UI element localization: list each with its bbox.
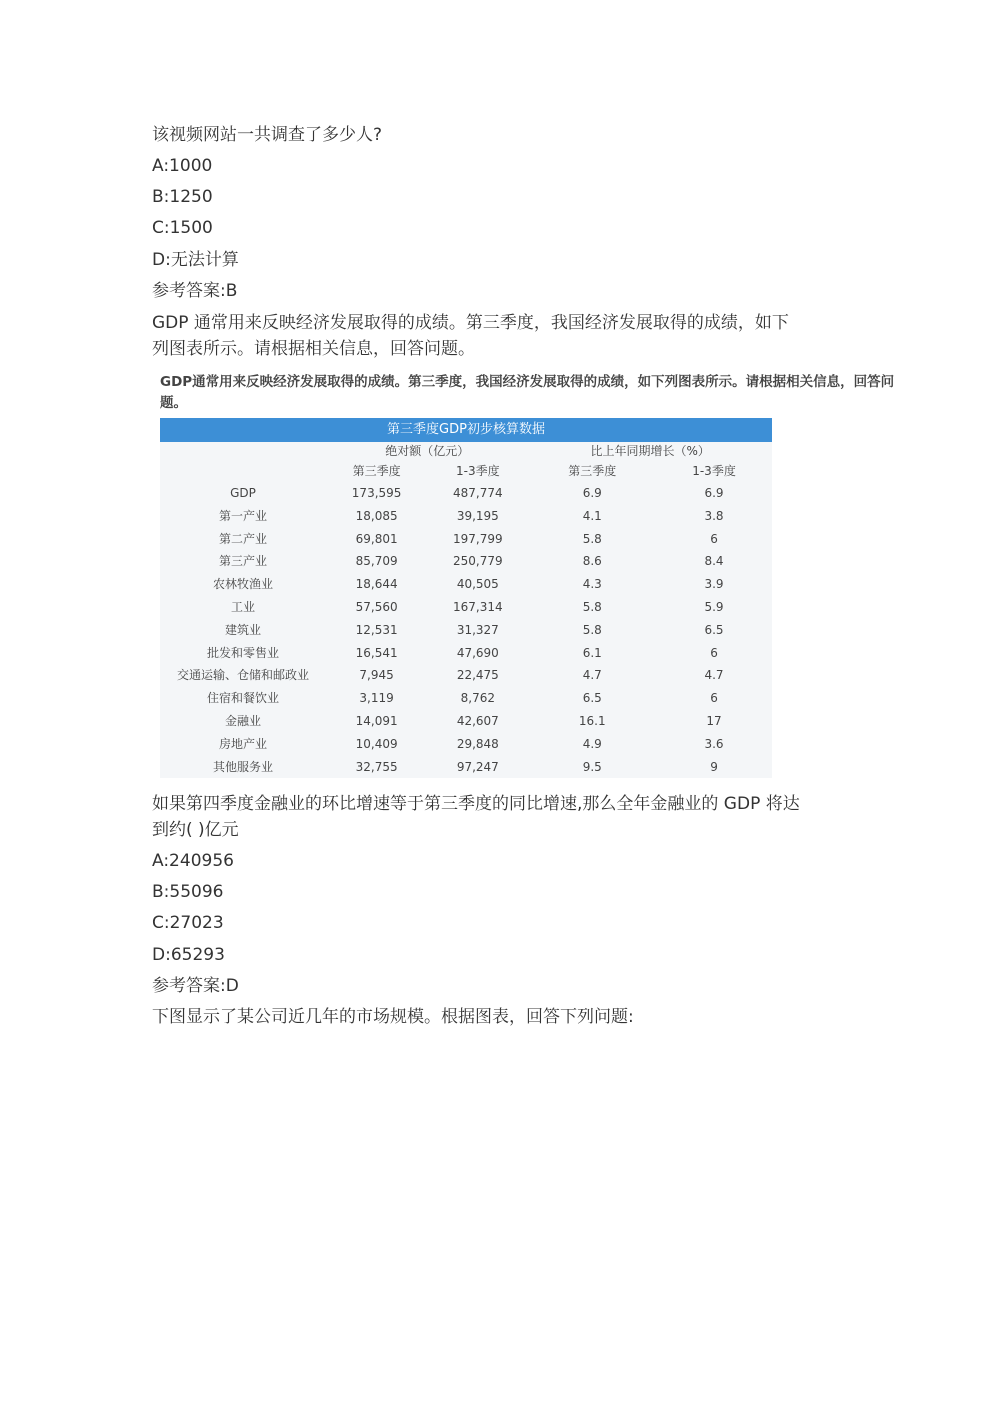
sub-header-cell: 第三季度 — [568, 464, 617, 478]
sub-header-cell: 1-3季度 — [692, 464, 736, 478]
value-cell: 5.8 — [582, 599, 602, 614]
value-cell: 22,475 — [456, 668, 499, 683]
row-label-cell: 建筑业 — [224, 622, 261, 637]
value-cell: 5.8 — [582, 531, 602, 546]
table-title-row — [160, 418, 772, 442]
value-cell: 16.1 — [578, 713, 606, 728]
question-text-line-1: 如果第四季度金融业的环比增速等于第三季度的同比增速,那么全年金融业的 GDP 将达 — [152, 794, 800, 814]
option-c: C:1500 — [152, 218, 213, 238]
table-row — [160, 619, 772, 642]
value-cell: 16,541 — [355, 645, 398, 660]
table-row — [160, 528, 772, 551]
value-cell: 6.9 — [704, 486, 724, 500]
value-cell: 57,560 — [355, 599, 398, 614]
row-label-cell: 第二产业 — [218, 531, 267, 546]
table-title: 第三季度GDP初步核算数据 — [160, 418, 772, 442]
table-row — [160, 550, 772, 573]
group-header-growth: 比上年同期增长（%） — [590, 444, 710, 458]
row-label-cell: 其他服务业 — [212, 759, 273, 774]
value-cell: 487,774 — [453, 486, 503, 500]
option-d: D:无法计算 — [152, 250, 239, 270]
option-a: A:240956 — [152, 851, 234, 871]
value-cell: 47,690 — [456, 645, 499, 660]
value-cell: 8.6 — [582, 554, 602, 569]
option-b: B:55096 — [152, 882, 224, 902]
table-row — [160, 573, 772, 596]
table-sub-header-row — [160, 461, 772, 482]
table-row — [160, 756, 772, 779]
question-3-intro: 下图显示了某公司近几年的市场规模。根据图表，回答下列问题: — [152, 1007, 634, 1027]
value-cell: 5.9 — [704, 599, 724, 614]
value-cell: 97,247 — [456, 759, 499, 774]
table-row — [160, 664, 772, 687]
value-cell: 8,762 — [460, 691, 495, 706]
table-row — [160, 505, 772, 528]
figure-caption: GDP通常用来反映经济发展取得的成绩。第三季度，我国经济发展取得的成绩，如下列图表所示。请根据相关信息，回答问题。 — [160, 374, 895, 411]
value-cell: 167,314 — [453, 599, 503, 614]
intro-line-1: GDP 通常用来反映经济发展取得的成绩。第三季度，我国经济发展取得的成绩，如下 — [152, 313, 789, 333]
intro-line-2: 列图表所示。请根据相关信息，回答问题。 — [152, 339, 475, 359]
value-cell: 3.8 — [704, 508, 724, 523]
table-row — [160, 596, 772, 619]
value-cell: 6 — [710, 691, 718, 706]
table-corner-cell — [160, 442, 326, 461]
value-cell: 3.6 — [704, 736, 724, 751]
group-header-absolute: 绝对额（亿元） — [385, 444, 470, 458]
row-label-cell: GDP — [230, 486, 256, 500]
value-cell: 18,644 — [355, 577, 398, 592]
row-label-cell: 房地产业 — [218, 736, 267, 751]
row-label-cell: 第一产业 — [218, 508, 267, 523]
value-cell: 4.7 — [704, 668, 724, 683]
value-cell: 6.9 — [582, 486, 602, 500]
answer-text: 参考答案:B — [152, 281, 238, 301]
value-cell: 6 — [710, 531, 718, 546]
value-cell: 197,799 — [453, 531, 503, 546]
value-cell: 6.5 — [704, 622, 724, 637]
gdp-figure-image — [158, 368, 918, 778]
value-cell: 4.1 — [582, 508, 602, 523]
value-cell: 10,409 — [355, 736, 398, 751]
value-cell: 3,119 — [359, 691, 394, 706]
value-cell: 4.7 — [582, 668, 602, 683]
value-cell: 250,779 — [453, 554, 503, 569]
value-cell: 6 — [710, 645, 718, 660]
value-cell: 5.8 — [582, 622, 602, 637]
answer-text: 参考答案:D — [152, 976, 239, 996]
table-corner-cell — [160, 461, 326, 482]
sub-header-cell: 第三季度 — [352, 464, 401, 478]
table-row — [160, 642, 772, 665]
question-text: 该视频网站一共调查了多少人? — [152, 125, 383, 145]
row-label-cell: 第三产业 — [218, 554, 267, 569]
value-cell: 17 — [706, 713, 722, 728]
value-cell: 6.1 — [582, 645, 602, 660]
row-label-cell: 金融业 — [224, 713, 261, 728]
value-cell: 4.9 — [582, 736, 602, 751]
value-cell: 40,505 — [456, 577, 499, 592]
value-cell: 173,595 — [351, 486, 402, 500]
question-text-line-2: 到约( )亿元 — [152, 820, 239, 840]
value-cell: 9 — [710, 759, 718, 774]
table-row — [160, 733, 772, 756]
row-label-cell: 批发和零售业 — [206, 645, 279, 660]
table-row — [160, 687, 772, 710]
row-label-cell: 交通运输、仓储和邮政业 — [176, 668, 309, 683]
row-label-cell: 住宿和餐饮业 — [206, 691, 279, 706]
value-cell: 7,945 — [359, 668, 394, 683]
option-c: C:27023 — [152, 913, 224, 933]
table-row — [160, 482, 772, 505]
option-d: D:65293 — [152, 945, 225, 965]
value-cell: 32,755 — [355, 759, 398, 774]
table-group-header-row — [160, 442, 772, 461]
value-cell: 39,195 — [456, 508, 499, 523]
value-cell: 9.5 — [582, 759, 602, 774]
table-row — [160, 710, 772, 733]
value-cell: 42,607 — [456, 713, 499, 728]
row-label-cell: 农林牧渔业 — [212, 577, 273, 592]
value-cell: 29,848 — [456, 736, 499, 751]
option-a: A:1000 — [152, 156, 213, 176]
value-cell: 12,531 — [355, 622, 398, 637]
value-cell: 14,091 — [355, 713, 398, 728]
value-cell: 8.4 — [704, 554, 724, 569]
row-label-cell: 工业 — [230, 599, 255, 614]
value-cell: 6.5 — [582, 691, 602, 706]
gdp-data-table — [160, 418, 772, 778]
value-cell: 18,085 — [355, 508, 398, 523]
value-cell: 3.9 — [704, 577, 724, 592]
table-body — [160, 482, 772, 778]
value-cell: 31,327 — [456, 622, 499, 637]
value-cell: 4.3 — [582, 577, 602, 592]
value-cell: 85,709 — [355, 554, 398, 569]
option-b: B:1250 — [152, 187, 213, 207]
value-cell: 69,801 — [355, 531, 398, 546]
sub-header-cell: 1-3季度 — [456, 464, 500, 478]
